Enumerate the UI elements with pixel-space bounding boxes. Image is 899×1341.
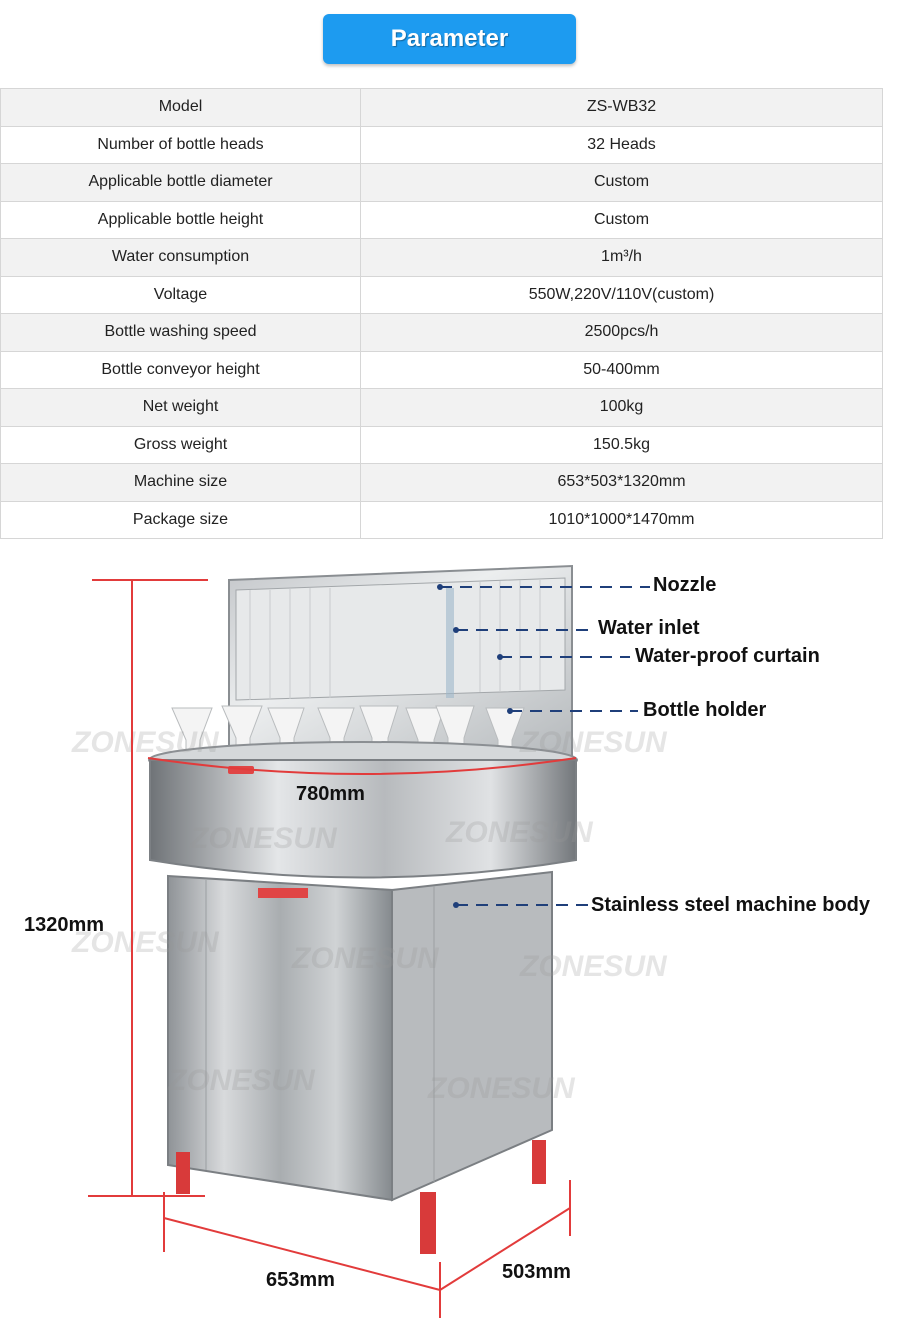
rotary-tank (149, 742, 577, 878)
param-label: Applicable bottle height (1, 201, 361, 239)
param-label: Bottle washing speed (1, 314, 361, 352)
watermark-text: ZONESUN (292, 942, 439, 975)
watermark-text: ZONESUN (520, 950, 667, 983)
param-label: Net weight (1, 389, 361, 427)
table-row (1, 351, 883, 389)
param-value: ZS-WB32 (361, 89, 883, 127)
param-value: 100kg (361, 389, 883, 427)
param-label: Voltage (1, 276, 361, 314)
callout-machine-body: Stainless steel machine body (591, 894, 870, 916)
parameter-table (0, 88, 883, 539)
dimension-diameter: 780mm (296, 783, 365, 805)
param-value: Custom (361, 201, 883, 239)
param-label: Water consumption (1, 239, 361, 277)
watermark-text: ZONESUN (72, 726, 219, 759)
table-row (1, 164, 883, 202)
param-value: 2500pcs/h (361, 314, 883, 352)
callout-bottle-holder: Bottle holder (643, 699, 767, 721)
param-value: 32 Heads (361, 126, 883, 164)
table-row (1, 314, 883, 352)
machine-body (168, 872, 552, 1254)
watermark-text: ZONESUN (72, 926, 219, 959)
table-row (1, 501, 883, 539)
dimension-width: 653mm (266, 1269, 335, 1291)
param-label: Applicable bottle diameter (1, 164, 361, 202)
param-label: Number of bottle heads (1, 126, 361, 164)
table-row (1, 464, 883, 502)
param-label: Gross weight (1, 426, 361, 464)
param-label: Package size (1, 501, 361, 539)
param-label: Bottle conveyor height (1, 351, 361, 389)
param-value: 50-400mm (361, 351, 883, 389)
callout-dot (453, 902, 459, 908)
table-row (1, 426, 883, 464)
callout-dot (437, 584, 443, 590)
dimension-height: 1320mm (24, 914, 105, 936)
param-value: Custom (361, 164, 883, 202)
watermark-text: ZONESUN (428, 1072, 575, 1105)
param-value: 150.5kg (361, 426, 883, 464)
param-value: 653*503*1320mm (361, 464, 883, 502)
param-label: Model (1, 89, 361, 127)
callout-nozzle: Nozzle (653, 574, 717, 596)
table-row (1, 276, 883, 314)
param-value: 1010*1000*1470mm (361, 501, 883, 539)
param-value: 550W,220V/110V(custom) (361, 276, 883, 314)
table-row (1, 239, 883, 277)
parameter-title-button: Parameter (323, 14, 576, 64)
callout-waterproof-curtain: Water-proof curtain (635, 645, 820, 667)
watermark-text: ZONESUN (520, 726, 667, 759)
param-value: 1m³/h (361, 239, 883, 277)
callout-water-inlet: Water inlet (598, 617, 700, 639)
param-label: Machine size (1, 464, 361, 502)
watermark-text: ZONESUN (168, 1064, 315, 1097)
callout-dot (497, 654, 503, 660)
watermark-text: ZONESUN (190, 822, 337, 855)
watermark-text: ZONESUN (446, 816, 593, 849)
table-row (1, 389, 883, 427)
callout-dot (507, 708, 513, 714)
dimension-depth: 503mm (502, 1261, 571, 1283)
callout-dot (453, 627, 459, 633)
table-row (1, 126, 883, 164)
table-row (1, 89, 883, 127)
table-row (1, 201, 883, 239)
